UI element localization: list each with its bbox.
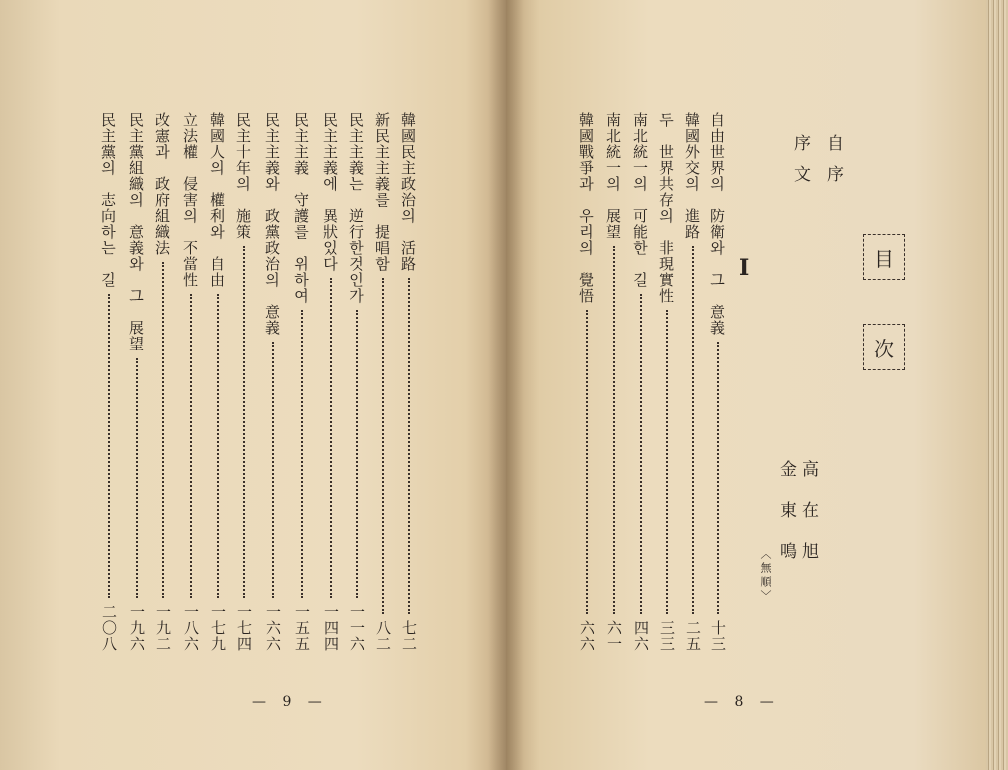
toc-leader-dots — [666, 310, 668, 614]
toc-entry-page-number: 六一 — [605, 620, 623, 652]
toc-entry-page-number: 一七四 — [235, 604, 253, 652]
right-page — [506, 0, 986, 770]
toc-entry-page-number: 二〇八 — [100, 604, 118, 652]
left-toc-entry — [372, 112, 394, 672]
toc-entry-page-number: 二五 — [684, 620, 702, 652]
toc-entry-title: 韓國人의 權利와 自由 — [208, 112, 226, 288]
toc-leader-dots — [243, 246, 245, 598]
left-toc-entry — [98, 112, 120, 672]
left-toc-entry — [180, 112, 202, 672]
toc-entry-title: 韓國民主政治의 活路 — [399, 112, 417, 272]
toc-entry-title: 自由世界의 防衛와 그 意義 — [708, 112, 726, 336]
toc-entry-title: 南北統一의 展望 — [604, 112, 622, 240]
left-toc-entry — [291, 112, 313, 672]
toc-leader-dots — [136, 358, 138, 598]
page-number-left: — 9 — — [252, 694, 328, 710]
toc-entry-title: 民主黨의 志向하는 길 — [99, 112, 117, 288]
toc-leader-dots — [717, 342, 719, 614]
toc-entry-page-number: 一五五 — [293, 604, 311, 652]
toc-entry-page-number: 四六 — [632, 620, 650, 652]
author-order-note: 〈無順〉 — [759, 548, 772, 604]
toc-entry-page-number: 八二 — [374, 620, 392, 652]
page-number-right: — 8 — — [704, 694, 780, 710]
right-toc-entry — [576, 112, 598, 672]
toc-leader-dots — [613, 246, 615, 614]
page-edges — [986, 0, 1008, 770]
toc-leader-dots — [586, 310, 588, 614]
author-name-1: 高在旭 — [798, 460, 818, 583]
toc-leader-dots — [356, 310, 358, 598]
toc-entry-title: 民主主義는 逆行한것인가 — [347, 112, 365, 304]
toc-entry-title: 民主主義 守護를 위하여 — [292, 112, 310, 304]
toc-entry-page-number: 六六 — [578, 620, 596, 652]
toc-leader-dots — [692, 246, 694, 614]
toc-leader-dots — [382, 278, 384, 614]
toc-leader-dots — [217, 294, 219, 598]
toc-entry-page-number: 三三 — [658, 620, 676, 652]
left-toc-entry — [398, 112, 420, 672]
section-numeral: I — [739, 255, 750, 281]
toc-entry-title: 改憲과 政府組織法 — [153, 112, 171, 256]
left-toc-entry — [262, 112, 284, 672]
left-toc-entry — [152, 112, 174, 672]
toc-entry-title: 南北統一의 可能한 길 — [631, 112, 649, 288]
toc-entry-title: 韓國戰爭과 우리의 覺悟 — [577, 112, 595, 304]
contents-box-2 — [863, 324, 905, 370]
toc-entry-title: 立法權 侵害의 不當性 — [181, 112, 199, 288]
left-toc-entry — [346, 112, 368, 672]
toc-entry-page-number: 七二 — [400, 620, 418, 652]
right-toc-entry — [630, 112, 652, 672]
preface-heading-foreword: 序文 — [790, 134, 810, 196]
right-toc-entry — [603, 112, 625, 672]
toc-entry-title: 新民主主義를 提唱함 — [373, 112, 391, 272]
left-toc-entry — [233, 112, 255, 672]
toc-leader-dots — [162, 262, 164, 598]
right-toc-entry — [707, 112, 729, 672]
contents-char-2: 次 — [874, 336, 894, 361]
toc-entry-page-number: 一九六 — [128, 604, 146, 652]
author-name-2: 金東鳴 — [776, 460, 796, 583]
toc-entry-title: 두 世界共存의 非現實性 — [657, 112, 675, 304]
left-toc-entry — [207, 112, 229, 672]
contents-box-1 — [863, 234, 905, 280]
toc-entry-page-number: 一八六 — [182, 604, 200, 652]
contents-char-1: 目 — [874, 246, 894, 271]
toc-entry-page-number: 一六六 — [264, 604, 282, 652]
preface-heading-self: 自序 — [823, 134, 843, 196]
toc-entry-title: 民主主義에 異狀있다 — [321, 112, 339, 272]
toc-leader-dots — [272, 342, 274, 598]
right-toc-entry — [656, 112, 678, 672]
toc-entry-title: 民主十年의 施策 — [234, 112, 252, 240]
toc-leader-dots — [190, 294, 192, 598]
toc-entry-title: 民主主義와 政黨政治의 意義 — [263, 112, 281, 336]
toc-leader-dots — [301, 310, 303, 598]
toc-leader-dots — [640, 294, 642, 614]
right-toc-entry — [682, 112, 704, 672]
toc-entry-title: 民主黨組織의 意義와 그 展望 — [127, 112, 145, 352]
toc-entry-page-number: 一四四 — [322, 604, 340, 652]
toc-entry-page-number: 一九二 — [154, 604, 172, 652]
left-toc-entry — [320, 112, 342, 672]
toc-entry-page-number: 一一六 — [348, 604, 366, 652]
toc-leader-dots — [108, 294, 110, 598]
left-toc-entry — [126, 112, 148, 672]
toc-leader-dots — [330, 278, 332, 598]
toc-entry-page-number: 一七九 — [209, 604, 227, 652]
toc-leader-dots — [408, 278, 410, 614]
toc-entry-title: 韓國外交의 進路 — [683, 112, 701, 240]
toc-entry-page-number: 十三 — [709, 620, 727, 652]
